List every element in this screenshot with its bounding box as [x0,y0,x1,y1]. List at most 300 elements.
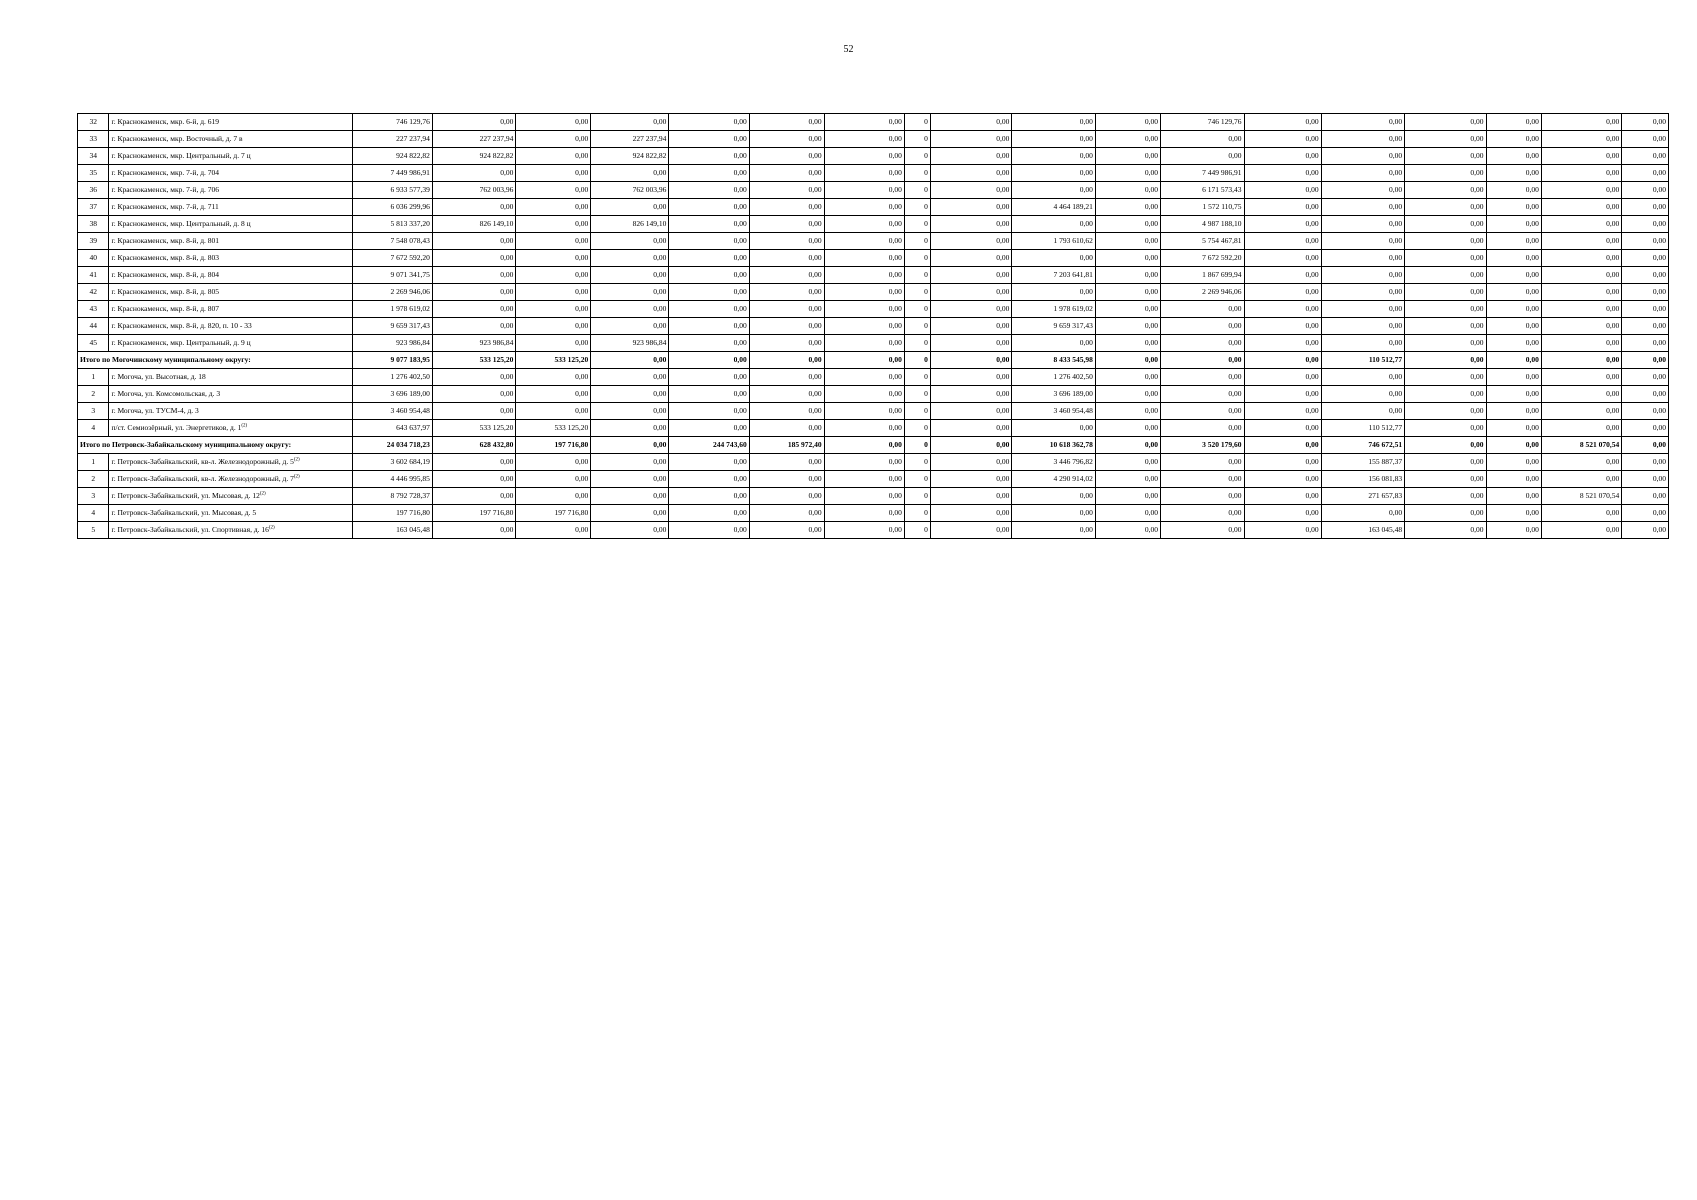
amount-cell: 0,00 [591,454,669,471]
amount-cell: 0,00 [1541,471,1621,488]
amount-cell: 0,00 [1541,522,1621,539]
amount-cell: 0,00 [591,386,669,403]
amount-cell: 0,00 [1012,114,1096,131]
amount-cell: 0,00 [824,199,904,216]
amount-cell: 0,00 [591,199,669,216]
amount-cell: 0,00 [1541,352,1621,369]
amount-cell: 0,00 [669,505,749,522]
amount-cell: 0,00 [1622,267,1669,284]
amount-cell: 0,00 [1160,369,1244,386]
amount-cell: 0,00 [824,216,904,233]
amount-cell: 0,00 [1486,182,1541,199]
amount-cell: 0,00 [1095,148,1160,165]
row-number: 33 [78,131,109,148]
table-row [78,233,1669,250]
amount-cell: 0,00 [1486,454,1541,471]
amount-cell: 0,00 [516,318,591,335]
amount-cell: 156 081,83 [1321,471,1405,488]
table-row [78,301,1669,318]
amount-cell: 227 237,94 [352,131,432,148]
amount-cell: 0,00 [824,131,904,148]
amount-cell: 0,00 [824,369,904,386]
amount-cell: 9 659 317,43 [352,318,432,335]
amount-cell: 0,00 [1095,318,1160,335]
amount-cell: 0,00 [1541,284,1621,301]
amount-cell: 0,00 [1244,420,1321,437]
amount-cell: 0,00 [1405,335,1486,352]
amount-cell: 746 129,76 [352,114,432,131]
amount-cell: 0,00 [432,250,516,267]
amount-cell: 0,00 [930,216,1011,233]
amount-cell: 0,00 [1321,386,1405,403]
amount-cell: 0,00 [824,182,904,199]
amount-cell: 0,00 [749,182,824,199]
row-number: 32 [78,114,109,131]
amount-cell: 0,00 [1405,522,1486,539]
address-cell: г. Краснокаменск, мкр. Центральный, д. 8 ц [109,216,352,233]
amount-cell: 0,00 [516,284,591,301]
amount-cell: 0,00 [516,148,591,165]
amount-cell: 0,00 [749,233,824,250]
amount-cell: 0,00 [1012,216,1096,233]
amount-cell: 0,00 [1095,352,1160,369]
row-number: 1 [78,369,109,386]
amount-cell: 0,00 [1541,114,1621,131]
amount-cell: 0 [904,488,930,505]
amount-cell: 0,00 [591,250,669,267]
amount-cell: 0,00 [1244,386,1321,403]
amount-cell: 6 036 299,96 [352,199,432,216]
table-row [78,454,1669,471]
table-row [78,386,1669,403]
amount-cell: 0,00 [1622,454,1669,471]
amount-cell: 0,00 [516,386,591,403]
amount-cell: 0,00 [516,216,591,233]
amount-cell: 0 [904,403,930,420]
amount-cell: 0,00 [930,420,1011,437]
amount-cell: 0,00 [1622,488,1669,505]
row-number: 36 [78,182,109,199]
amount-cell: 0,00 [591,420,669,437]
amount-cell: 0,00 [1095,301,1160,318]
amount-cell: 0,00 [1541,131,1621,148]
amount-cell: 0,00 [824,284,904,301]
address-cell: г. Краснокаменск, мкр. 8-й, д. 805 [109,284,352,301]
amount-cell: 0,00 [516,369,591,386]
amount-cell: 0,00 [1095,267,1160,284]
amount-cell: 0,00 [1244,301,1321,318]
amount-cell: 0,00 [1321,148,1405,165]
amount-cell: 0,00 [516,403,591,420]
amount-cell: 0,00 [1095,131,1160,148]
table-row [78,199,1669,216]
amount-cell: 8 521 070,54 [1541,488,1621,505]
amount-cell: 0,00 [1486,488,1541,505]
amount-cell: 0,00 [1622,471,1669,488]
amount-cell: 0,00 [1486,352,1541,369]
amount-cell: 762 003,96 [591,182,669,199]
amount-cell: 0,00 [1244,216,1321,233]
amount-cell: 0,00 [824,165,904,182]
amount-cell: 0,00 [749,267,824,284]
amount-cell: 0,00 [1244,267,1321,284]
amount-cell: 0,00 [1012,165,1096,182]
amount-cell: 0,00 [1486,335,1541,352]
amount-cell: 0,00 [1095,369,1160,386]
amount-cell: 0,00 [1321,505,1405,522]
amount-cell: 0,00 [516,301,591,318]
amount-cell: 0,00 [1622,522,1669,539]
amount-cell: 0,00 [1541,148,1621,165]
amount-cell: 0,00 [1622,284,1669,301]
amount-cell: 0,00 [1622,182,1669,199]
amount-cell: 0,00 [1244,148,1321,165]
amount-cell: 0,00 [591,471,669,488]
address-cell: г. Краснокаменск, мкр. 6-й, д. 619 [109,114,352,131]
amount-cell: 533 125,20 [432,352,516,369]
amount-cell: 0,00 [1405,403,1486,420]
amount-cell: 0,00 [1405,488,1486,505]
amount-cell: 0,00 [930,250,1011,267]
amount-cell: 0,00 [669,284,749,301]
amount-cell: 0,00 [749,522,824,539]
amount-cell: 0,00 [824,505,904,522]
amount-cell: 0,00 [1244,131,1321,148]
amount-cell: 0,00 [669,267,749,284]
amount-cell: 0,00 [516,199,591,216]
amount-cell: 0,00 [1486,233,1541,250]
amount-cell: 8 433 545,98 [1012,352,1096,369]
amount-cell: 7 672 592,20 [352,250,432,267]
amount-cell: 0 [904,369,930,386]
address-cell: г. Могоча, ул. Высотная, д. 18 [109,369,352,386]
amount-cell: 924 822,82 [432,148,516,165]
amount-cell: 0,00 [669,148,749,165]
amount-cell: 628 432,80 [432,437,516,454]
table-row [78,267,1669,284]
amount-cell: 0,00 [669,420,749,437]
amount-cell: 197 716,80 [516,437,591,454]
amount-cell: 0,00 [824,318,904,335]
amount-cell: 1 276 402,50 [352,369,432,386]
amount-cell: 0,00 [1321,335,1405,352]
amount-cell: 110 512,77 [1321,420,1405,437]
amount-cell: 0,00 [1160,420,1244,437]
amount-cell: 0,00 [432,488,516,505]
table-row [78,216,1669,233]
table-row [78,148,1669,165]
amount-cell: 0,00 [1486,131,1541,148]
amount-cell: 8 792 728,37 [352,488,432,505]
amount-cell: 0,00 [930,182,1011,199]
amount-cell: 0,00 [1541,318,1621,335]
amount-cell: 0,00 [1405,420,1486,437]
row-number: 5 [78,522,109,539]
amount-cell: 0,00 [1160,148,1244,165]
amount-cell: 7 203 641,81 [1012,267,1096,284]
amount-cell: 0,00 [930,335,1011,352]
capital-repair-table [77,113,1669,539]
amount-cell: 923 986,84 [352,335,432,352]
amount-cell: 0,00 [1541,386,1621,403]
amount-cell: 0,00 [749,454,824,471]
amount-cell: 0,00 [1486,437,1541,454]
amount-cell: 0,00 [1405,114,1486,131]
amount-cell: 0,00 [749,284,824,301]
amount-cell: 0,00 [669,131,749,148]
row-number: 43 [78,301,109,318]
amount-cell: 0,00 [432,233,516,250]
amount-cell: 0,00 [1160,454,1244,471]
amount-cell: 0,00 [1095,522,1160,539]
amount-cell: 0 [904,114,930,131]
amount-cell: 0,00 [824,386,904,403]
amount-cell: 9 071 341,75 [352,267,432,284]
row-number: 3 [78,488,109,505]
row-number: 44 [78,318,109,335]
amount-cell: 0,00 [591,301,669,318]
amount-cell: 0,00 [591,403,669,420]
amount-cell: 0,00 [1486,403,1541,420]
total-label: Итого по Могочинскому муниципальному округу: [78,352,353,369]
amount-cell: 0,00 [516,182,591,199]
amount-cell: 0 [904,301,930,318]
amount-cell: 10 618 362,78 [1012,437,1096,454]
amount-cell: 0,00 [1160,471,1244,488]
amount-cell: 0,00 [930,165,1011,182]
amount-cell: 0,00 [1244,199,1321,216]
amount-cell: 0,00 [1541,199,1621,216]
row-number: 45 [78,335,109,352]
amount-cell: 0,00 [1486,420,1541,437]
amount-cell: 0,00 [669,182,749,199]
amount-cell: 0,00 [516,114,591,131]
address-cell: г. Краснокаменск, мкр. 7-й, д. 704 [109,165,352,182]
amount-cell: 0,00 [1486,301,1541,318]
footnote-ref: (2) [241,423,248,429]
amount-cell: 163 045,48 [1321,522,1405,539]
amount-cell: 0,00 [1405,318,1486,335]
amount-cell: 0 [904,233,930,250]
amount-cell: 0,00 [1012,335,1096,352]
amount-cell: 0,00 [1095,488,1160,505]
amount-cell: 0 [904,318,930,335]
amount-cell: 0,00 [824,403,904,420]
page-number: 52 [843,44,854,55]
amount-cell: 7 672 592,20 [1160,250,1244,267]
amount-cell: 0,00 [1486,148,1541,165]
table-row [78,284,1669,301]
amount-cell: 0,00 [1541,301,1621,318]
amount-cell: 0 [904,250,930,267]
amount-cell: 0,00 [1486,165,1541,182]
amount-cell: 0,00 [1244,284,1321,301]
total-label: Итого по Петровск-Забайкальскому муниципальному округу: [78,437,353,454]
amount-cell: 0,00 [1541,454,1621,471]
amount-cell: 0,00 [930,199,1011,216]
amount-cell: 0,00 [591,352,669,369]
amount-cell: 0,00 [1321,114,1405,131]
amount-cell: 3 696 189,00 [352,386,432,403]
amount-cell: 0,00 [1244,182,1321,199]
amount-cell: 0,00 [432,284,516,301]
amount-cell: 0,00 [516,335,591,352]
amount-cell: 0,00 [1405,369,1486,386]
amount-cell: 0,00 [1405,148,1486,165]
amount-cell: 0,00 [1160,386,1244,403]
amount-cell: 0,00 [930,352,1011,369]
amount-cell: 0,00 [749,250,824,267]
amount-cell: 7 548 078,43 [352,233,432,250]
table-row [78,250,1669,267]
amount-cell: 3 446 796,82 [1012,454,1096,471]
amount-cell: 0,00 [1095,250,1160,267]
amount-cell: 0,00 [1486,216,1541,233]
amount-cell: 0,00 [1486,284,1541,301]
address-cell: г. Петровск-Забайкальский, ул. Спортивная, д. 16$^{(2)}$ [109,522,352,539]
footnote-ref: (2) [293,474,300,480]
amount-cell: 0,00 [1012,250,1096,267]
amount-cell: 0,00 [1541,267,1621,284]
amount-cell: 0,00 [1095,437,1160,454]
amount-cell: 0,00 [1244,505,1321,522]
amount-cell: 0,00 [824,420,904,437]
amount-cell: 0,00 [1321,199,1405,216]
table-row [78,403,1669,420]
amount-cell: 0,00 [1622,165,1669,182]
amount-cell: 185 972,40 [749,437,824,454]
amount-cell: 0,00 [930,403,1011,420]
amount-cell: 0,00 [1244,114,1321,131]
amount-cell: 0,00 [1160,131,1244,148]
amount-cell: 0,00 [516,267,591,284]
amount-cell: 0 [904,335,930,352]
amount-cell: 0,00 [1541,369,1621,386]
footnote-ref: (2) [293,457,300,463]
amount-cell: 0,00 [749,420,824,437]
amount-cell: 0,00 [669,454,749,471]
amount-cell: 0,00 [1622,301,1669,318]
amount-cell: 4 464 189,21 [1012,199,1096,216]
amount-cell: 4 987 188,10 [1160,216,1244,233]
table-row [78,114,1669,131]
amount-cell: 0,00 [930,114,1011,131]
amount-cell: 0,00 [669,335,749,352]
amount-cell: 0,00 [1405,233,1486,250]
amount-cell: 110 512,77 [1321,352,1405,369]
address-cell: г. Петровск-Забайкальский, ул. Мысовая, д. 5 [109,505,352,522]
amount-cell: 0 [904,522,930,539]
amount-cell: 0,00 [1405,182,1486,199]
amount-cell: 0,00 [1095,454,1160,471]
amount-cell: 0,00 [749,318,824,335]
row-number: 42 [78,284,109,301]
amount-cell: 0,00 [591,369,669,386]
amount-cell: 0,00 [1622,352,1669,369]
amount-cell: 0,00 [1486,471,1541,488]
amount-cell: 0,00 [1405,284,1486,301]
footnote-ref: (2) [268,525,275,531]
amount-cell: 0,00 [669,471,749,488]
amount-cell: 0,00 [749,471,824,488]
amount-cell: 0,00 [1012,131,1096,148]
amount-cell: 0,00 [1541,335,1621,352]
amount-cell: 0,00 [516,471,591,488]
amount-cell: 0,00 [669,369,749,386]
table-row [78,420,1669,437]
amount-cell: 0,00 [1244,522,1321,539]
amount-cell: 0,00 [1622,335,1669,352]
amount-cell: 0,00 [930,301,1011,318]
amount-cell: 0,00 [1622,505,1669,522]
amount-cell: 1 793 610,62 [1012,233,1096,250]
amount-cell: 0,00 [1321,403,1405,420]
amount-cell: 197 716,80 [516,505,591,522]
amount-cell: 0,00 [669,301,749,318]
amount-cell: 746 672,51 [1321,437,1405,454]
amount-cell: 0,00 [1622,403,1669,420]
row-number: 37 [78,199,109,216]
amount-cell: 0,00 [1244,318,1321,335]
amount-cell: 0,00 [749,199,824,216]
amount-cell: 533 125,20 [516,420,591,437]
amount-cell: 0,00 [1622,420,1669,437]
amount-cell: 24 034 718,23 [352,437,432,454]
amount-cell: 5 754 467,81 [1160,233,1244,250]
amount-cell: 0,00 [1244,403,1321,420]
amount-cell: 0 [904,505,930,522]
amount-cell: 0,00 [669,318,749,335]
amount-cell: 533 125,20 [516,352,591,369]
amount-cell: 0,00 [591,318,669,335]
amount-cell: 155 887,37 [1321,454,1405,471]
amount-cell: 0,00 [749,131,824,148]
amount-cell: 0,00 [1321,318,1405,335]
amount-cell: 0,00 [824,471,904,488]
amount-cell: 0,00 [1160,522,1244,539]
amount-cell: 0,00 [591,114,669,131]
amount-cell: 0,00 [432,165,516,182]
amount-cell: 2 269 946,06 [352,284,432,301]
amount-cell: 0,00 [1541,165,1621,182]
amount-cell: 0,00 [1622,131,1669,148]
address-cell: г. Краснокаменск, мкр. Центральный, д. 7 ц [109,148,352,165]
amount-cell: 0 [904,420,930,437]
amount-cell: 0,00 [669,233,749,250]
amount-cell: 0,00 [591,488,669,505]
amount-cell: 0,00 [1405,352,1486,369]
amount-cell: 826 149,10 [432,216,516,233]
amount-cell: 0,00 [1321,182,1405,199]
amount-cell: 0,00 [824,454,904,471]
amount-cell: 0,00 [1095,114,1160,131]
amount-cell: 0,00 [1160,335,1244,352]
row-number: 35 [78,165,109,182]
amount-cell: 0 [904,267,930,284]
amount-cell: 0,00 [1622,369,1669,386]
amount-cell: 0,00 [1244,369,1321,386]
amount-cell: 0,00 [1244,488,1321,505]
table-row [78,488,1669,505]
amount-cell: 0,00 [1012,522,1096,539]
amount-cell: 0,00 [669,403,749,420]
table-row [78,505,1669,522]
amount-cell: 923 986,84 [591,335,669,352]
amount-cell: 0,00 [1012,148,1096,165]
amount-cell: 0,00 [930,318,1011,335]
amount-cell: 0,00 [1160,505,1244,522]
amount-cell: 3 696 189,00 [1012,386,1096,403]
